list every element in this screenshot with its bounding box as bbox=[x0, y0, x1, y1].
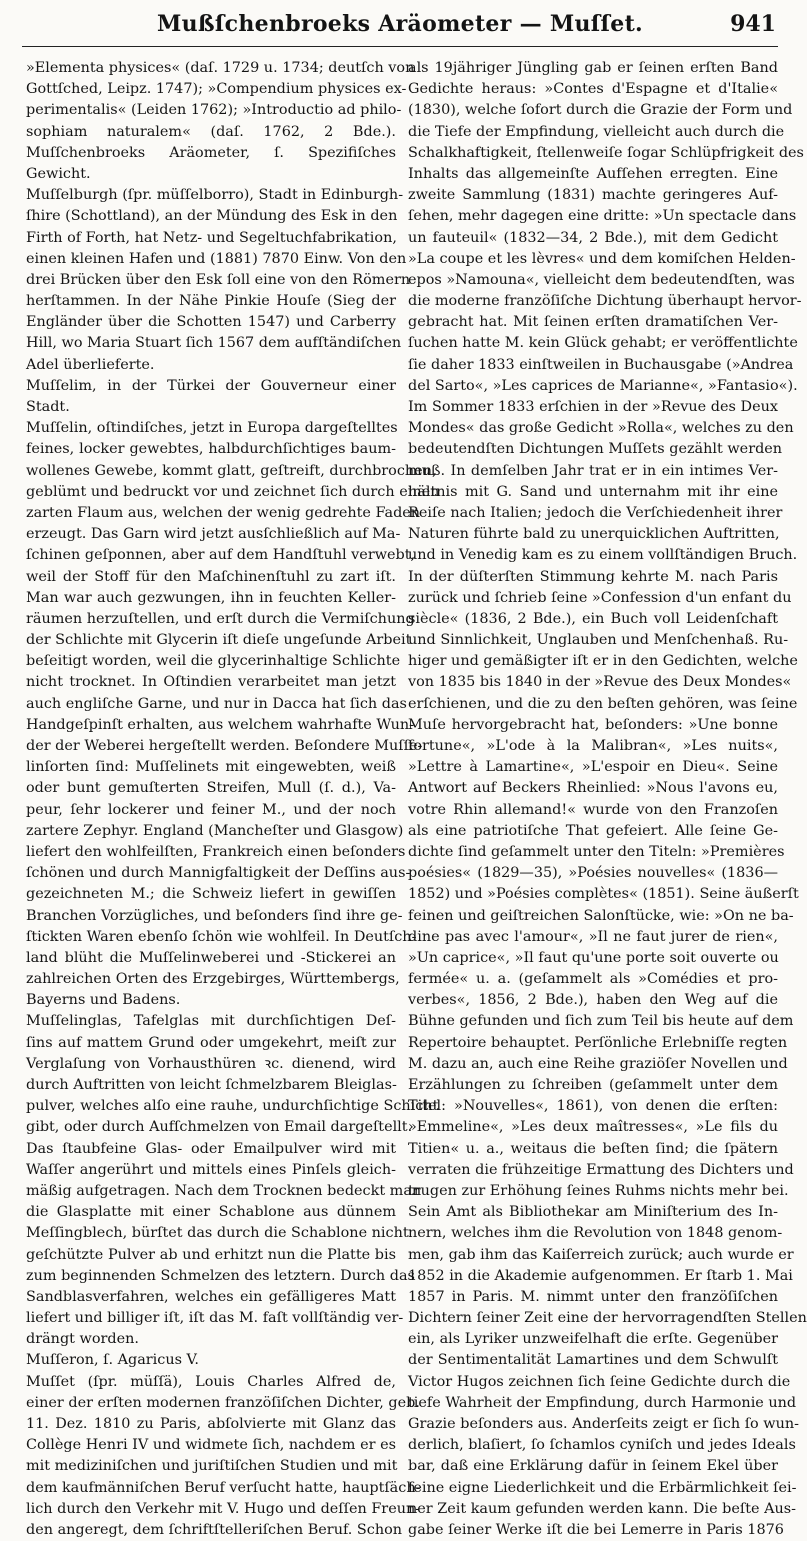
text-line: Engländer über die Schotten 1547) und Carberry bbox=[26, 314, 396, 331]
text-line: »Un caprice«, »Il faut qu'une porte soit ouverte ou bbox=[408, 949, 779, 966]
text-line: feinen und geiſtreichen Salonſtücke, wie: »On ne ba- bbox=[408, 907, 794, 924]
text-line: Man war auch gezwungen, ihn in feuchten Keller- bbox=[26, 589, 396, 606]
page-number: 941 bbox=[730, 11, 776, 37]
text-line: Mondes« das große Gedicht »Rolla«, welches zu den bbox=[408, 420, 794, 437]
text-line: die Glasplatte mit einer Schablone aus dünnem bbox=[26, 1204, 396, 1221]
text-line: Reiſe nach Italien; jedoch die Verſchiedenheit ihrer bbox=[408, 504, 783, 521]
text-line: votre Rhin allemand!« wurde von den Franzoſen bbox=[408, 801, 778, 818]
text-line: Sein Amt als Bibliothekar am Miniſterium des In- bbox=[408, 1204, 778, 1221]
right-column bbox=[408, 58, 807, 1538]
text-line: gabe ſeiner Werke iſt die bei Lemerre in Paris 1876 bbox=[408, 1521, 784, 1538]
text-line: land blüht die Muſſelinweberei und -Stickerei an bbox=[26, 949, 396, 966]
text-line: Antwort auf Beckers Rheinlied: »Nous l'avons eu, bbox=[408, 780, 778, 797]
text-line: ſuchen hatte M. kein Glück gehabt; er veröffentlichte bbox=[408, 335, 798, 352]
text-line: erſchienen, und die zu den beſten gehören, was ſeine bbox=[408, 695, 798, 712]
text-line: Stadt. bbox=[26, 399, 70, 415]
text-line: del Sarto«, »Les caprices de Marianne«, »Fantasio«). bbox=[408, 377, 798, 394]
text-line: bedeutendſten Dichtungen Muſſets gezählt werden bbox=[408, 441, 783, 458]
text-line: zurück und ſchrieb ſeine »Confession d'un enfant du bbox=[408, 589, 792, 606]
text-line: der Sentimentalität Lamartines und dem Schwulſt bbox=[408, 1352, 778, 1369]
text-line: Gottſched, Leipz. 1747); »Compendium physices ex- bbox=[26, 81, 407, 98]
text-line: Titien« u. a., weitaus die beſten ſind; die ſpätern bbox=[408, 1140, 778, 1157]
text-line: tiefe Wahrheit der Empfindung, durch Harmonie und bbox=[408, 1394, 797, 1411]
text-line: Adel überlieferte. bbox=[26, 356, 155, 373]
text-line: ſins auf mattem Grund oder umgekehrt, meiſt zur bbox=[26, 1034, 396, 1051]
text-line: von 1835 bis 1840 in der »Revue des Deux Mondes« bbox=[408, 674, 792, 691]
text-line: ſeine eigne Liederlichkeit und die Erbärmlichkeit ſei- bbox=[408, 1479, 797, 1496]
text-line: der Schlichte mit Glycerin iſt dieſe ungeſunde Arbeit bbox=[26, 632, 412, 649]
text-line: In der düſterſten Stimmung kehrte M. nach Paris bbox=[408, 568, 778, 585]
text-line: zum beginnenden Schmelzen des letztern. Durch das bbox=[26, 1267, 415, 1284]
text-line: Meſſingblech, bürſtet das durch die Schablone nicht bbox=[26, 1225, 409, 1242]
text-line: 11. Dez. 1810 zu Paris, abſolvierte mit Glanz das bbox=[26, 1416, 396, 1432]
text-line: trugen zur Erhöhung ſeines Ruhms nichts mehr bei. bbox=[408, 1182, 789, 1199]
text-line: Collège Henri IV und widmete ſich, nachdem er es bbox=[26, 1437, 396, 1454]
text-line: Erzählungen zu ſchreiben (geſammelt unter dem bbox=[408, 1077, 778, 1093]
text-line: Inhalts das allgemeinſte Aufſehen erregten. Eine bbox=[408, 165, 778, 182]
text-line: 1857 in Paris. M. nimmt unter den franzöſiſchen bbox=[408, 1288, 778, 1305]
text-line: nicht trocknet. In Oſtindien verarbeitet man jetzt bbox=[26, 674, 396, 691]
text-line: mit mediziniſchen und juriſtiſchen Studien und mit bbox=[26, 1458, 398, 1475]
text-line: zweite Sammlung (1831) machte geringeres Auf- bbox=[408, 187, 778, 204]
text-line: »Lettre à Lamartine«, »L'espoir en Dieu«. Seine bbox=[408, 759, 778, 776]
text-line: ſhire (Schottland), an der Mündung des Esk in den bbox=[26, 208, 398, 225]
text-line: die moderne franzöſiſche Dichtung überhaupt hervor- bbox=[408, 293, 802, 310]
text-line: weil der Stoff für den Maſchinenſtuhl zu zart iſt. bbox=[26, 568, 396, 585]
text-line: ſtickten Waren ebenſo ſchön wie wohlfeil. In Deutſch- bbox=[26, 928, 417, 945]
text-line: Muſſelim, in der Türkei der Gouverneur einer bbox=[26, 377, 396, 394]
text-line: liefert und billiger iſt, iſt das M. faſt vollſtändig ver- bbox=[26, 1310, 404, 1327]
text-line: zartere Zephyr. England (Mancheſter und Glasgow) bbox=[26, 822, 404, 839]
text-line: einen kleinen Hafen und (1881) 7870 Einw. Von den bbox=[26, 250, 407, 267]
text-line: (1830), welche ſofort durch die Grazie der Form und bbox=[408, 102, 793, 119]
text-line: Handgeſpinſt erhalten, aus welchem wahrhafte Wun- bbox=[26, 716, 414, 733]
text-line: perimentalis« (Leiden 1762); »Introductio ad philo- bbox=[26, 102, 402, 119]
text-line: M. dazu an, auch eine Reihe graziöſer Novellen und bbox=[408, 1055, 788, 1072]
text-line: 1852) und »Poésies complètes« (1851). Seine äußerſt bbox=[408, 886, 799, 903]
text-line: Waſſer angerührt und mittels eines Pinſels gleich- bbox=[26, 1161, 396, 1178]
left-column bbox=[26, 58, 440, 1538]
text-line: Bühne gefunden und ſich zum Teil bis heute auf dem bbox=[408, 1013, 794, 1030]
text-line: Das ſtaubfeine Glas- oder Emailpulver wird mit bbox=[26, 1140, 396, 1157]
text-line: Muſſchenbroeks Aräometer, ſ. Spezifiſches bbox=[26, 144, 396, 161]
text-line: auch engliſche Garne, und nur in Dacca hat ſich das bbox=[26, 695, 407, 712]
text-line: pulver, welches alſo eine rauhe, undurchſichtige Schicht bbox=[26, 1098, 439, 1115]
text-line: geſchützte Pulver ab und erhitzt nun die Platte bis bbox=[26, 1246, 396, 1263]
text-line: dem kaufmänniſchen Beruf verſucht hatte, hauptſäch- bbox=[26, 1479, 421, 1496]
text-line: wollenes Gewebe, kommt glatt, geſtreift, durchbrochen, bbox=[26, 462, 437, 479]
text-line: räumen herzuſtellen, und erſt durch die Vermiſchung bbox=[26, 610, 415, 627]
text-line: ein, als Lyriker unzweifelhaft die erſte. Gegenüber bbox=[408, 1331, 778, 1348]
text-line: Grazie beſonders aus. Anderſeits zeigt er ſich ſo wun- bbox=[408, 1416, 799, 1432]
text-line: Gewicht. bbox=[26, 165, 91, 182]
text-line: als 19jähriger Jüngling gab er ſeinen erſten Band bbox=[408, 60, 778, 76]
text-line: peur, ſehr lockerer und feiner M., und der noch bbox=[26, 801, 396, 818]
text-line: gibt, oder durch Aufſchmelzen von Email dargeſtellt. bbox=[26, 1119, 413, 1136]
text-line: Verglaſung von Vorhausthüren ꝛc. dienend, wird bbox=[26, 1055, 396, 1072]
text-line: einer der erſten modernen franzöſiſchen Dichter, geb. bbox=[26, 1394, 420, 1411]
text-line: poésies« (1829—35), »Poésies nouvelles« (1836— bbox=[408, 865, 778, 882]
text-line: dichte ſind geſammelt unter den Titeln: »Premières bbox=[408, 843, 785, 860]
text-line: gebracht hat. Mit ſeinen erſten dramatiſchen Ver- bbox=[408, 314, 778, 331]
text-line: Muſſelburgh (ſpr. müſſelborro), Stadt in Edinburgh- bbox=[26, 187, 404, 204]
text-line: Sandblasverfahren, welches ein gefälligeres Matt bbox=[26, 1288, 396, 1305]
text-line: nern, welches ihm die Revolution von 1848 genom- bbox=[408, 1225, 783, 1242]
text-line: bar, daß eine Erklärung dafür in ſeinem Ekel über bbox=[408, 1458, 778, 1475]
text-line: Firth of Forth, hat Netz- und Segeltuchfabrikation, bbox=[26, 229, 397, 246]
text-line: gezeichneten M.; die Schweiz liefert in gewiſſen bbox=[26, 886, 396, 903]
text-line: Schalkhaftigkeit, ſtellenweiſe ſogar Schlüpfrigkeit des bbox=[408, 144, 804, 161]
text-line: beſeitigt worden, weil die glycerinhaltige Schlichte bbox=[26, 653, 401, 670]
text-line: Im Sommer 1833 erſchien in der »Revue des Deux bbox=[408, 399, 778, 415]
text-line: verraten die frühzeitige Ermattung des Dichters und bbox=[408, 1161, 794, 1178]
text-line: Branchen Vorzügliches, und beſonders ſind ihre ge- bbox=[26, 907, 403, 924]
text-line: »Emmeline«, »Les deux maîtresses«, »Le fils du bbox=[408, 1119, 778, 1136]
text-line: Victor Hugos zeichnen ſich ſeine Gedichte durch die bbox=[408, 1373, 791, 1390]
text-line: Muſſet (ſpr. müſſä), Louis Charles Alfred de, bbox=[26, 1373, 396, 1390]
text-line: verbes«, 1856, 2 Bde.), haben den Weg auf die bbox=[408, 992, 778, 1009]
text-line: Gedichte heraus: »Contes d'Espagne et d'Italie« bbox=[408, 81, 778, 98]
text-line: mäßig aufgetragen. Nach dem Trocknen bedeckt man bbox=[26, 1182, 422, 1199]
text-line: feines, locker gewebtes, halbdurchſichtiges baum- bbox=[26, 441, 396, 458]
text-columns bbox=[26, 58, 807, 1538]
text-line: Muſſelin, oſtindiſches, jetzt in Europa dargeſtelltes bbox=[26, 420, 398, 437]
text-line: Muſe hervorgebracht hat, beſonders: »Une bonne bbox=[408, 716, 778, 733]
text-line: herſtammen. In der Nähe Pinkie Houſe (Sieg der bbox=[26, 293, 396, 310]
text-line: den angeregt, dem ſchriftſtelleriſchen Beruf. Schon bbox=[26, 1521, 403, 1538]
text-line: der der Weberei hergeſtellt werden. Beſondere Muſſe- bbox=[26, 738, 423, 754]
text-line: Titel: »Nouvelles«, 1861), von denen die erſten: bbox=[408, 1098, 778, 1115]
text-line: durch Auftritten von leicht ſchmelzbarem Bleiglas- bbox=[26, 1077, 397, 1093]
text-line: derlich, blaſiert, ſo ſchamlos cyniſch und jedes Ideals bbox=[408, 1437, 796, 1454]
text-line: liefert den wohlfeilſten, Frankreich einen beſonders bbox=[26, 843, 406, 860]
text-line: 1852 in die Akademie aufgenommen. Er ſtarb 1. Mai bbox=[408, 1267, 793, 1284]
text-line: ſchinen geſponnen, aber auf dem Handſtuhl verwebt, bbox=[26, 547, 416, 564]
text-line: zahlreichen Orten des Erzgebirges, Württembergs, bbox=[26, 971, 400, 988]
text-line: fortune«, »L'ode à la Malibran«, »Les nuits«, bbox=[408, 738, 778, 754]
text-line: Naturen führte bald zu unerquicklichen Auftritten, bbox=[408, 526, 780, 543]
text-line: men, gab ihm das Kaiſerreich zurück; auch wurde er bbox=[408, 1246, 794, 1263]
text-line: muß. In demſelben Jahr trat er in ein intimes Ver- bbox=[408, 462, 778, 479]
text-line: ſie daher 1833 einſtweilen in Buchausgabe (»Andrea bbox=[408, 356, 794, 373]
text-line: Muſſeron, ſ. Agaricus V. bbox=[26, 1352, 200, 1369]
text-line: siècle« (1836, 2 Bde.), ein Buch voll Leidenſchaft bbox=[408, 610, 778, 627]
text-line: sophiam naturalem« (daſ. 1762, 2 Bde.). bbox=[26, 123, 396, 140]
text-line: und in Venedig kam es zu einem vollſtändigen Bruch. bbox=[408, 547, 798, 564]
text-line: epos »Namouna«, vielleicht dem bedeutendſten, was bbox=[408, 271, 795, 288]
text-line: Repertoire behauptet. Perſönliche Erlebniſſe regten bbox=[408, 1034, 788, 1051]
text-line: zarten Flaum aus, welchen der wenig gedrehte Faden bbox=[26, 504, 421, 521]
text-line: Hill, wo Maria Stuart ſich 1567 dem aufſtändiſchen bbox=[26, 335, 402, 352]
text-line: dine pas avec l'amour«, »Il ne faut jurer de rien«, bbox=[408, 928, 778, 945]
text-line: oder bunt gemuſterten Streifen, Mull (ſ. d.), Va- bbox=[26, 780, 396, 797]
text-line: higer und gemäßigter iſt er in den Gedichten, welche bbox=[408, 653, 798, 670]
text-line: erzeugt. Das Garn wird jetzt ausſchließlich auf Ma- bbox=[26, 526, 401, 543]
text-line: lich durch den Verkehr mit V. Hugo und deſſen Freun- bbox=[26, 1500, 421, 1517]
text-line: geblümt und bedruckt vor und zeichnet ſich durch einen bbox=[26, 483, 440, 500]
text-line: »Elementa physices« (daſ. 1729 u. 1734; deutſch von bbox=[26, 60, 415, 76]
text-line: ſchönen und durch Mannigfaltigkeit der Deſſins aus- bbox=[26, 865, 411, 882]
text-line: die Tiefe der Empfindung, vielleicht auch durch die bbox=[408, 123, 785, 140]
text-line: Bayerns und Badens. bbox=[26, 992, 181, 1009]
text-line: linſorten ſind: Muſſelinets mit eingewebten, weiß bbox=[26, 759, 396, 776]
page-title: Mußſchenbroeks Aräometer — Muſſet. bbox=[156, 11, 644, 37]
text-line: fermée« u. a. (geſammelt als »Comédies et pro- bbox=[408, 971, 778, 988]
text-line: »La coupe et les lèvres« und dem komiſchen Helden- bbox=[408, 250, 796, 267]
text-line: drängt worden. bbox=[26, 1331, 139, 1348]
text-line: und Sinnlichkeit, Unglauben und Menſchenhaß. Ru- bbox=[408, 632, 789, 649]
text-line: Muſſelinglas, Tafelglas mit durchſichtigen Deſ- bbox=[26, 1013, 396, 1030]
running-head bbox=[22, 4, 778, 47]
text-line: ner Zeit kaum gefunden werden kann. Die beſte Aus- bbox=[408, 1500, 796, 1517]
text-line: un fauteuil« (1832—34, 2 Bde.), mit dem Gedicht bbox=[408, 229, 778, 246]
text-line: hältnis mit G. Sand und unternahm mit ihr eine bbox=[408, 483, 778, 500]
text-line: ſehen, mehr dagegen eine dritte: »Un spectacle dans bbox=[408, 208, 797, 225]
text-line: Dichtern ſeiner Zeit eine der hervorragendſten Stellen bbox=[408, 1310, 807, 1327]
text-line: als eine patriotiſche That gefeiert. Alle ſeine Ge- bbox=[408, 822, 778, 839]
text-line: drei Brücken über den Esk ſoll eine von den Römern bbox=[26, 271, 411, 288]
